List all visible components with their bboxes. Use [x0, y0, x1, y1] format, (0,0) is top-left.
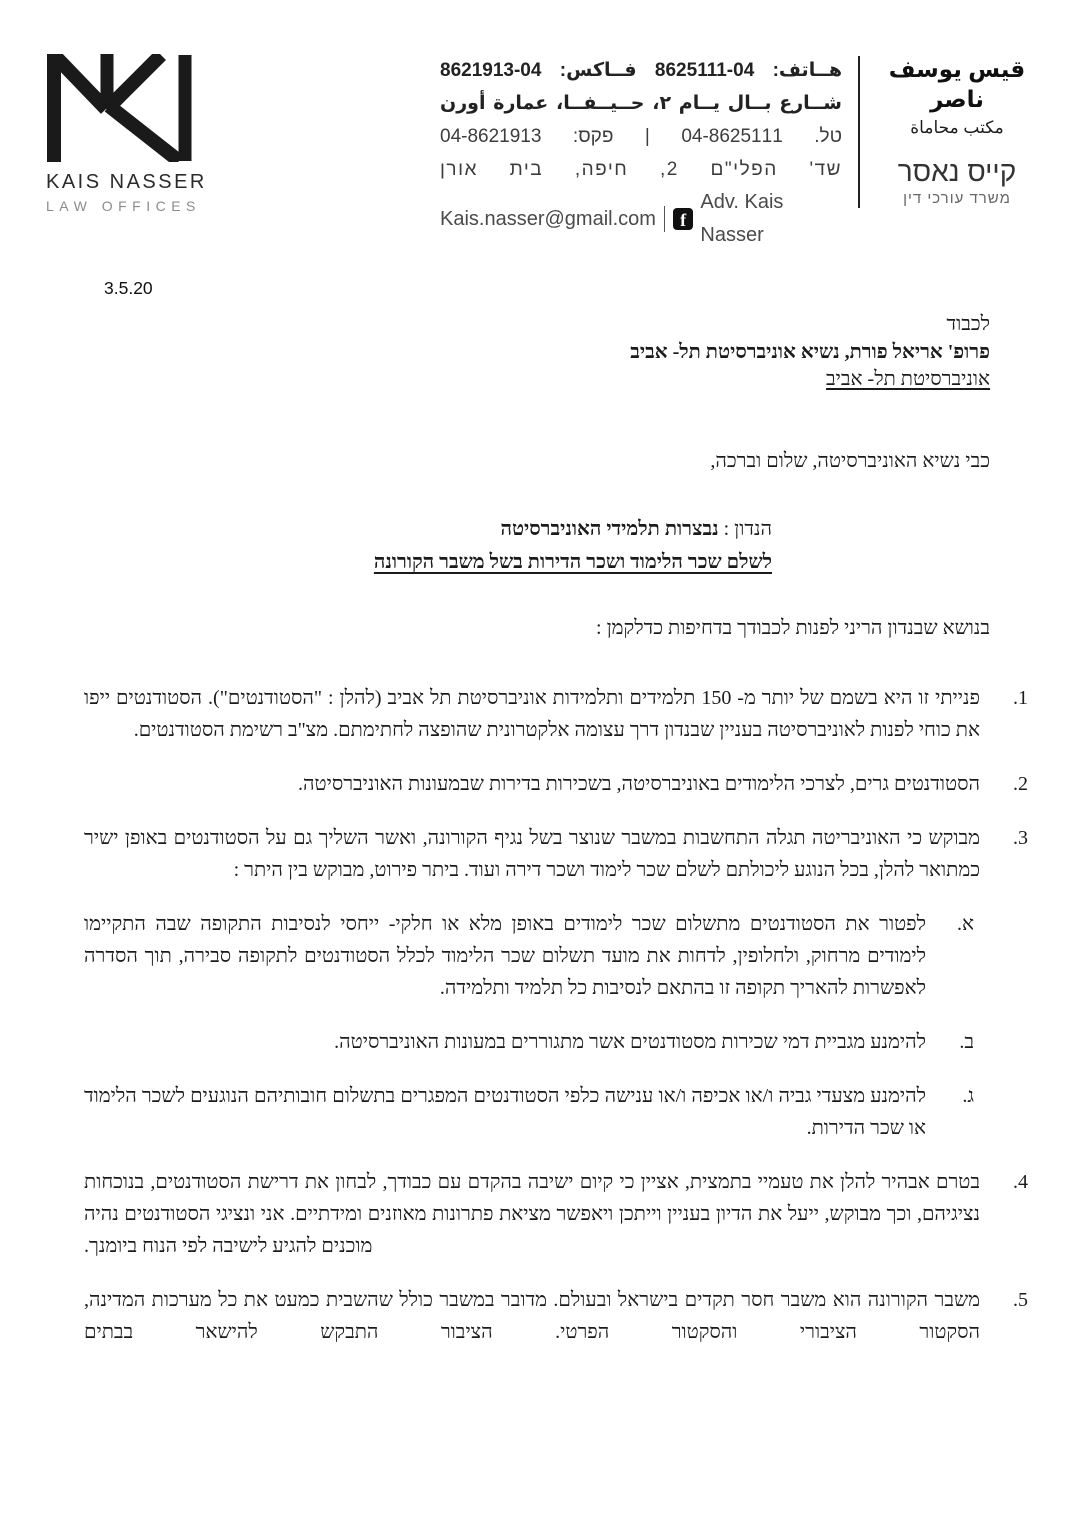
subject-line1 — [84, 513, 772, 546]
firm-name-hebrew: קייס נאסר — [897, 156, 1017, 187]
list-item-marker: 2. — [1013, 772, 1028, 795]
subject-line2: לשלם שכר הלימוד ושכר הדירות בשל משבר הקורונה — [373, 550, 772, 573]
address-arabic: شــارع بــال يــام ٢، حــيــفــا، عمارة أورن — [440, 93, 842, 114]
list-item-marker: 3. — [1013, 826, 1028, 849]
list-item-text: מבוקש כי האוניבריטה תגלה התחשבות במשבר שנוצר בשל נגיף הקורונה, ואשר השליך גם על הסטודנטים באופן ישיר כמתואר להלן, בכל הנוגע ליכולתם לשלם שכר לימוד ושכר דירה ועוד. ביתר פירוט, מבוקש בין היתר : — [84, 826, 980, 881]
greeting-line: כבי נשיא האוניברסיטה, שלום וברכה, — [710, 449, 990, 472]
list-item — [84, 1166, 1028, 1262]
list-item — [84, 768, 1028, 800]
phone-fax-arabic: هــاتف: 04-8625111 فــاكس: 04-8621913 — [440, 60, 842, 81]
firm-type-hebrew: משרד עורכי דין — [903, 190, 1011, 207]
facebook-icon: f — [673, 208, 694, 230]
address-hebrew: שד' הפלי"ם 2, חיפה, בית אורן — [440, 159, 842, 180]
list-item-text: לפטור את הסטודנטים מתשלום שכר לימודים באופן מלא או חלקי- ייחסי לנסיבות התקופה שבה התקיימו לימודים מרחוק, ולחלופין, לדחות את מועד תשלום שכר הלימוד לכלל הסטודנטים לתקופה סבירה, תוך הסדרה לאפשרות להאריך תקופה זו בהתאם לנסיבות כל תלמיד ותלמידה. — [84, 912, 926, 999]
letter-body — [0, 311, 1074, 1348]
list-item-text: להימנע מגביית דמי שכירות מסטודנטים אשר מתגוררים במעונות האוניברסיטה. — [334, 1030, 926, 1053]
divider — [664, 206, 665, 232]
list-item — [84, 822, 1028, 886]
letterhead — [0, 0, 1074, 252]
addressee-org: אוניברסיטת תל- אביב — [826, 368, 990, 390]
sub-list-item — [84, 1026, 974, 1058]
list-item — [84, 1284, 1028, 1348]
addressee-name: פרופ' אריאל פורת, נשיא אוניברסיטת תל- אביב — [630, 340, 990, 363]
letter-date: 3.5.20 — [104, 278, 153, 298]
firm-subtitle-en: LAW OFFICES — [46, 198, 201, 214]
contact-block — [440, 54, 842, 252]
phone-fax-hebrew: טל. 04-8625111 | פקס: 04-8621913 — [440, 126, 842, 147]
email-link[interactable]: Kais.nasser@gmail.com — [440, 207, 656, 230]
subject-block — [84, 513, 772, 579]
nki-monogram-icon — [46, 54, 194, 162]
firm-name-arabic: قيس يوسف ناصر — [888, 56, 1026, 112]
email-facebook-row — [440, 186, 842, 252]
list-item-marker: 4. — [1013, 1170, 1028, 1193]
addressee-salutation: לכבוד — [946, 313, 990, 335]
list-item-marker: 1. — [1013, 686, 1028, 709]
numbered-list — [84, 682, 1028, 1348]
list-item-text: משבר הקורונה הוא משבר חסר תקדים בישראל ובעולם. מדובר במשבר כולל שהשבית כמעט את כל מערכות המדינה, הסקטור הציבורי והסקטור הפרטי. הציבור התבקש להישאר בבתים — [84, 1288, 980, 1343]
firm-name-en: KAIS NASSER — [46, 171, 207, 193]
sub-list-item — [84, 908, 974, 1004]
list-item-marker: ג. — [962, 1084, 974, 1107]
list-item-text: הסטודנטים גרים, לצרכי הלימודים באוניברסיטה, בשכירות בדירות שבמעונות האוניברסיטה. — [298, 772, 980, 795]
facebook-link[interactable] — [673, 186, 842, 252]
subject-label: הנדון : — [723, 517, 772, 540]
intro-line: בנושא שבנדון הריני לפנות לכבודך בדחיפות כדלקמן : — [596, 616, 990, 639]
list-item-marker: א. — [956, 912, 974, 935]
header-vertical-divider — [858, 56, 860, 208]
list-item-marker: ב. — [959, 1030, 974, 1053]
list-item-text: פנייתי זו היא בשמם של יותר מ- 150 תלמידים ותלמידות אוניברסיטת תל אביב (להלן : "הסטודנטים"). הסטודנטים ייפו את כוחי לפנות לאוניברסיטה בעניין שבנדון דרך עצומה אלקטרונית שהופצה לחתימתם. מצ"ב רשימת הסטודנטים. — [84, 686, 980, 741]
list-item-marker: 5. — [1013, 1288, 1028, 1311]
firm-name-block — [872, 54, 1042, 207]
addressee-block — [84, 311, 990, 394]
list-item — [84, 682, 1028, 746]
subject-title: נבצרות תלמידי האוניברסיטה — [500, 517, 719, 540]
list-item-text: בטרם אבהיר להלן את טעמיי בתמצית, אציין כי קיום ישיבה בהקדם עם כבודך, לבחון את דרישת הסטודנטים, בנוכחות נציגיהם, וכך מבוקש, ייעל את הדיון בעניין וייתכן ויאפשר מציאת פתרונות מאוזנים ומידתיים. אני ונציגי הסטודנטים נהיה מוכנים להגיע לישיבה לפי הנוח ביומנך. — [84, 1170, 980, 1257]
sub-list-item — [84, 1080, 974, 1144]
firm-type-arabic: مكتب محاماة — [910, 118, 1004, 137]
firm-logo — [46, 54, 206, 214]
list-item-text: להימנע מצעדי גביה ו/או אכיפה ו/או ענישה כלפי הסטודנטים המפגרים בתשלום חובותיהם הנוגעים לשכר הלימוד או שכר הדירות. — [84, 1084, 926, 1139]
facebook-handle: Adv. Kais Nasser — [700, 191, 784, 246]
